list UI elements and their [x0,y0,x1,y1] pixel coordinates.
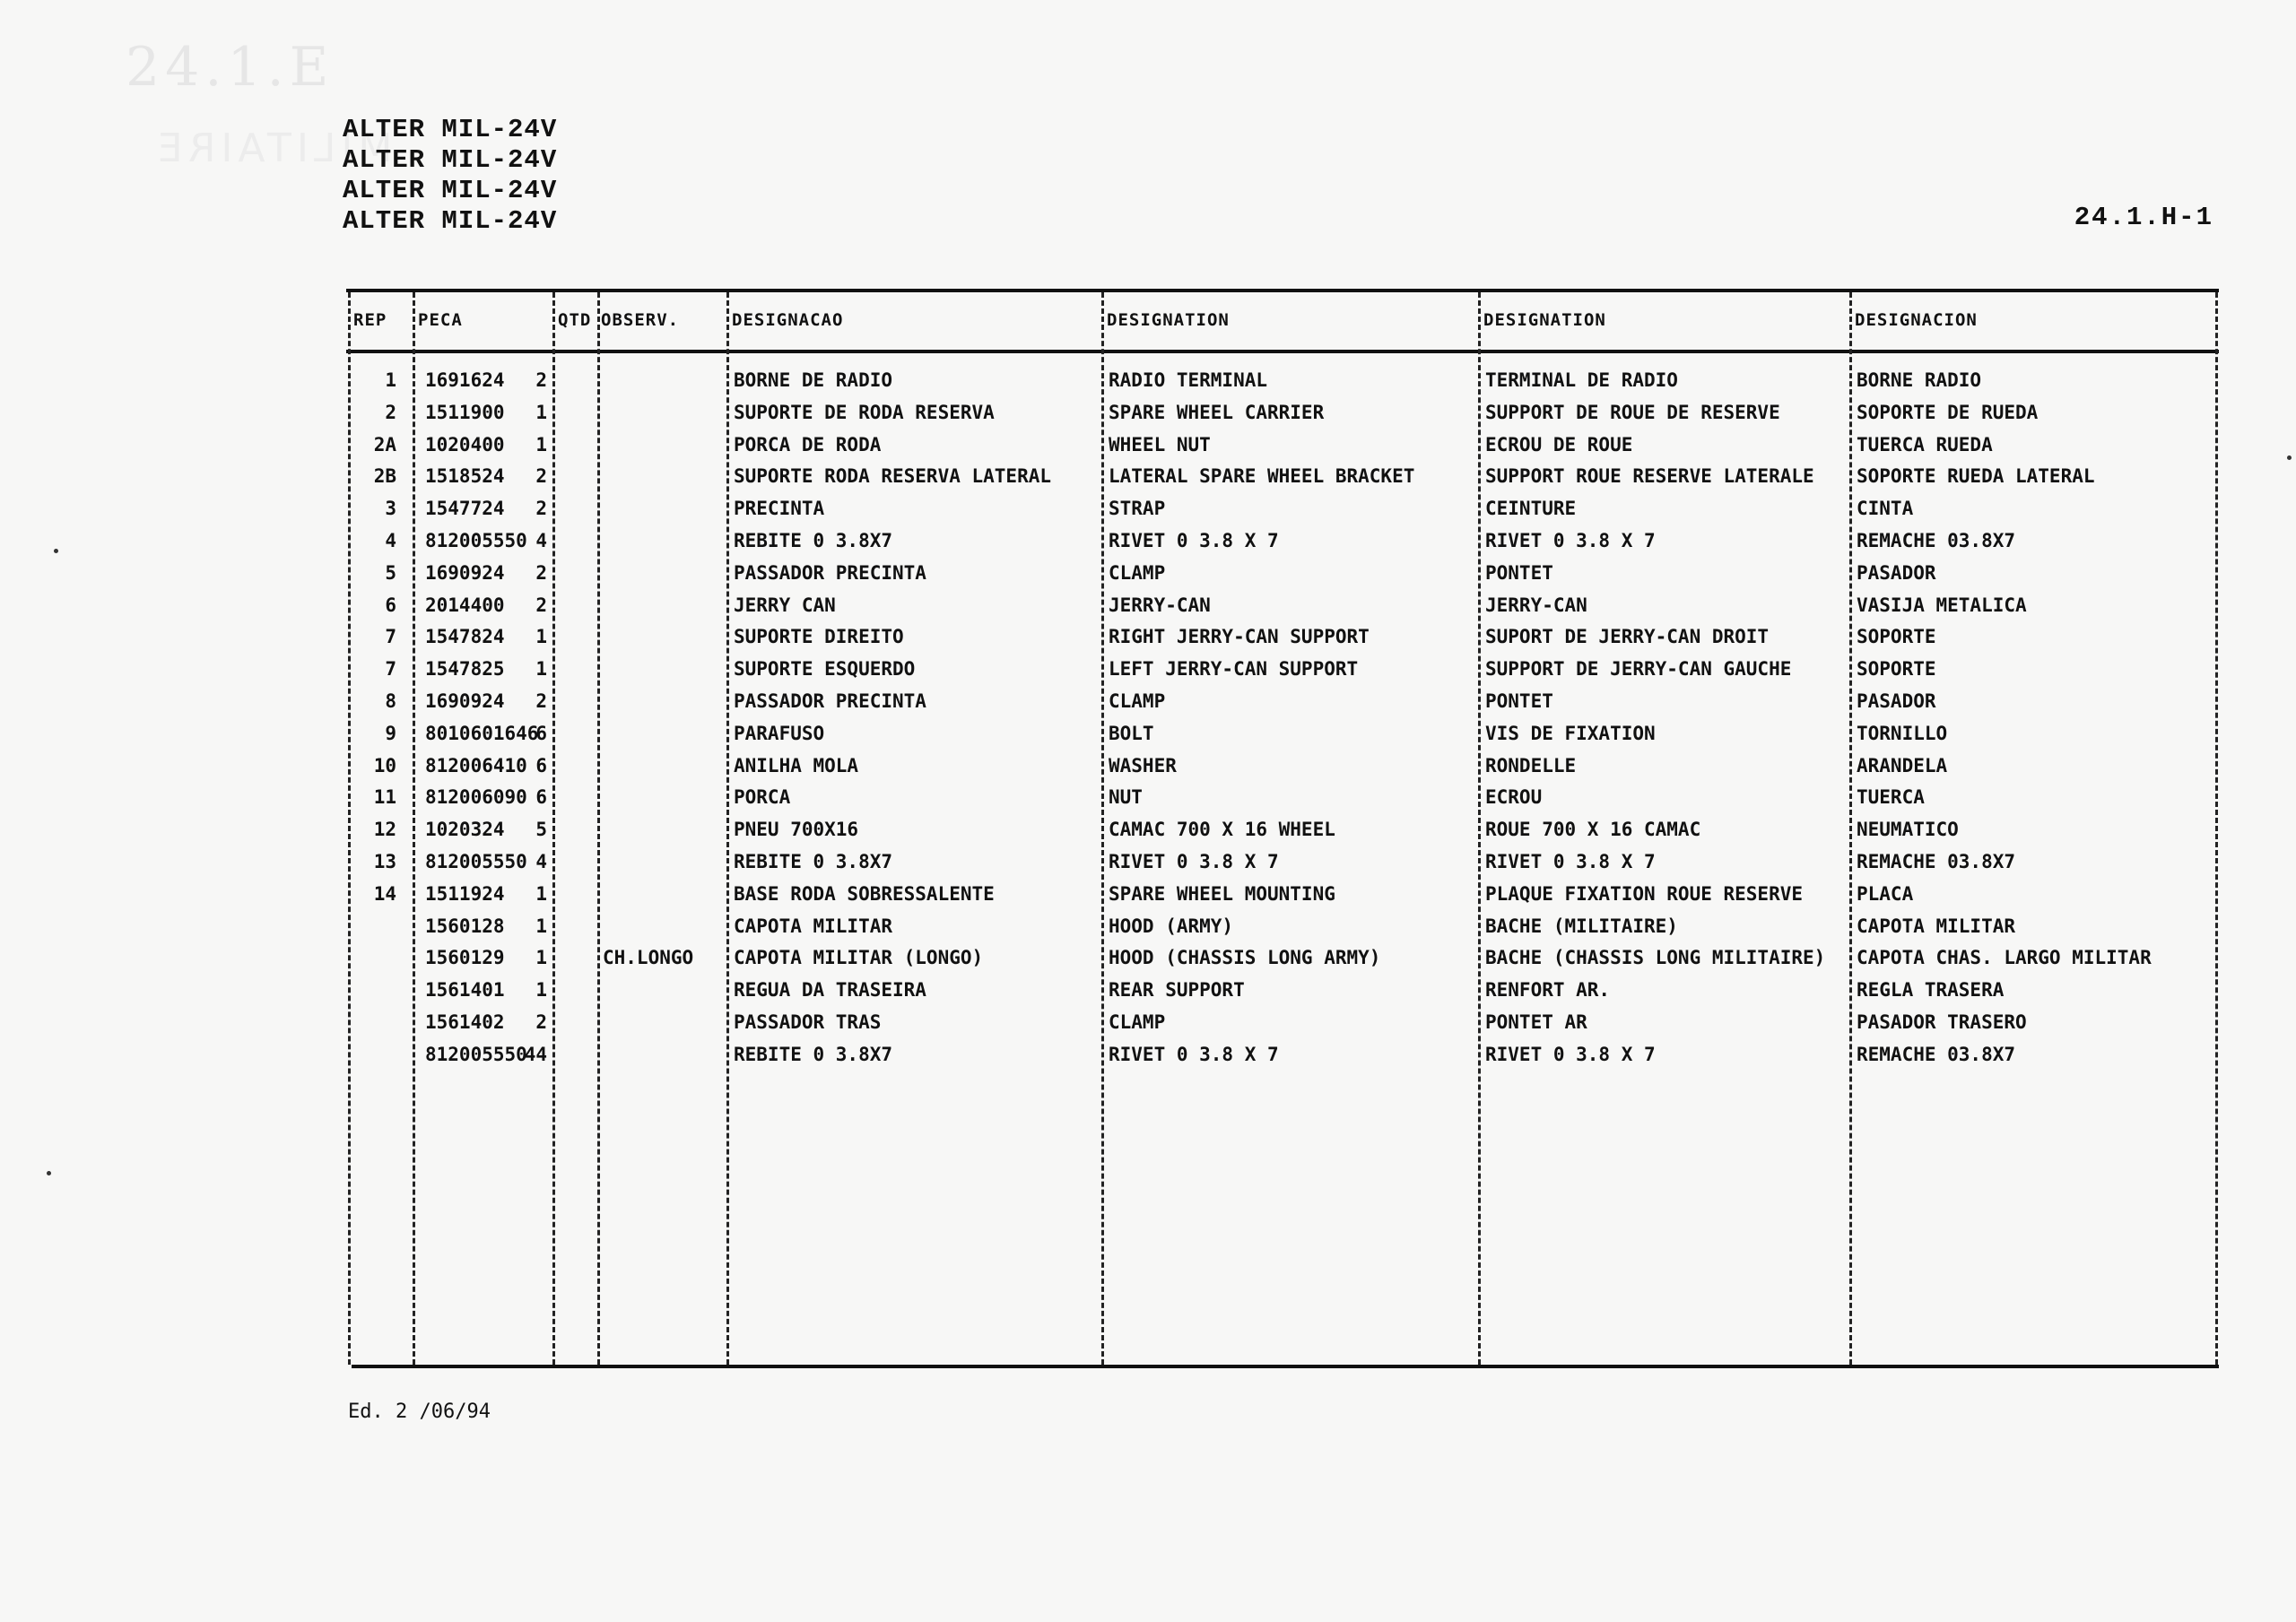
cell-rep: 6 [385,594,396,616]
cell-peca: 812005550 [425,851,527,872]
cell-designation-en: STRAP [1109,498,1166,520]
table-row [346,562,2219,594]
cell-designacion: REGLA TRASERA [1857,979,2005,1002]
cell-rep: 9 [385,722,396,744]
cell-designacao: PASSADOR PRECINTA [734,690,926,712]
cell-designation-fr: PLAQUE FIXATION ROUE RESERVE [1485,882,1804,905]
cell-peca: 2014400 [425,594,505,616]
cell-designation-fr: ECROU DE ROUE [1485,433,1633,455]
cell-qtd: 2 [535,690,547,712]
cell-designation-en: WHEEL NUT [1109,433,1211,455]
cell-designacao: REBITE 0 3.8X7 [734,1043,893,1065]
watermark-ghost-code: 24.1.E [126,36,335,99]
cell-qtd: 2 [535,465,547,488]
cell-rep: 7 [385,626,396,648]
cell-qtd: 2 [535,369,547,391]
cell-qtd: 2 [535,561,547,584]
column-header-observ: OBSERV. [601,310,680,330]
cell-designation-fr: RIVET 0 3.8 X 7 [1485,1043,1656,1065]
watermark-ghost-text: MILITAIRE [152,126,393,171]
table-row [346,786,2219,819]
cell-designation-fr: RENFORT AR. [1485,979,1611,1002]
cell-designacion: CAPOTA MILITAR [1857,915,2016,937]
cell-designation-en: NUT [1109,786,1143,809]
cell-designacao: BORNE DE RADIO [734,369,893,391]
cell-designacao: PRECINTA [734,498,825,520]
cell-designacao: REBITE 0 3.8X7 [734,530,893,551]
column-header-peca: PECA [418,310,463,330]
table-row [346,498,2219,530]
cell-designacao: PNEU 700X16 [734,819,859,841]
cell-designacao: PARAFUSO [734,722,825,744]
cell-designation-fr: PONTET [1485,561,1553,584]
cell-peca: 1691624 [425,369,505,391]
cell-designacao: PASSADOR TRAS [734,1011,882,1033]
table-row [346,947,2219,979]
cell-designacao: REGUA DA TRASEIRA [734,979,926,1002]
cell-designation-fr: SUPPORT DE ROUE DE RESERVE [1485,401,1780,423]
cell-designacion: VASIJA METALICA [1857,594,2027,616]
column-header-rep: REP [353,310,387,330]
cell-designacao: BASE RODA SOBRESSALENTE [734,882,995,905]
cell-designation-fr: ROUE 700 X 16 CAMAC [1485,819,1701,841]
scan-speck [47,1171,51,1175]
cell-designation-en: RADIO TERMINAL [1109,369,1268,391]
cell-qtd: 1 [535,882,547,905]
cell-rep: 1 [385,369,396,391]
table-row [346,915,2219,948]
cell-designacao: JERRY CAN [734,594,836,616]
cell-rep: 2B [373,465,396,488]
cell-designacao: SUPORTE ESQUERDO [734,658,916,681]
cell-designation-en: LEFT JERRY-CAN SUPPORT [1109,658,1359,681]
cell-qtd: 4 [535,530,547,551]
table-row [346,690,2219,723]
cell-rep: 14 [373,882,396,905]
cell-designation-en: SPARE WHEEL MOUNTING [1109,882,1335,905]
cell-qtd: 1 [535,433,547,455]
cell-designacion: REMACHE 03.8X7 [1857,530,2016,551]
cell-peca: 1547724 [425,498,505,520]
cell-peca: 1511924 [425,882,505,905]
cell-designacao: PASSADOR PRECINTA [734,561,926,584]
cell-qtd: 1 [535,401,547,423]
cell-peca: 1511900 [425,401,505,423]
cell-designacion: TUERCA [1857,786,1925,809]
cell-designation-en: BOLT [1109,722,1154,744]
cell-qtd: 5 [535,819,547,841]
cell-designation-fr: BACHE (MILITAIRE) [1485,915,1678,937]
cell-designation-en: JERRY-CAN [1109,594,1211,616]
cell-designation-en: REAR SUPPORT [1109,979,1245,1002]
cell-designacion: ARANDELA [1857,754,1948,776]
table-row [346,819,2219,851]
cell-designation-en: CLAMP [1109,690,1166,712]
table-row [346,402,2219,434]
cell-rep: 8 [385,690,396,712]
table-row [346,530,2219,562]
cell-designation-fr: CEINTURE [1485,498,1577,520]
cell-designacao: SUPORTE DIREITO [734,626,904,648]
column-header-designation-fr: DESIGNATION [1483,310,1606,330]
cell-designacao: CAPOTA MILITAR (LONGO) [734,947,984,969]
cell-designacion: PLACA [1857,882,1914,905]
header-line-1: ALTER MIL-24V [343,115,558,144]
table-row [346,979,2219,1011]
cell-rep: 10 [373,754,396,776]
cell-designation-fr: SUPPORT ROUE RESERVE LATERALE [1485,465,1814,488]
edition-date: Ed. 2 /06/94 [348,1401,491,1423]
cell-designacion: PASADOR [1857,690,1936,712]
cell-peca: 812005550 [425,1043,527,1065]
cell-observ: CH.LONGO [603,947,694,969]
cell-designation-en: CLAMP [1109,1011,1166,1033]
cell-qtd: 1 [535,915,547,937]
cell-peca: 812005550 [425,530,527,551]
cell-designacion: CINTA [1857,498,1914,520]
cell-designation-fr: SUPORT DE JERRY-CAN DROIT [1485,626,1770,648]
table-row [346,1011,2219,1044]
cell-designation-en: HOOD (ARMY) [1109,915,1234,937]
cell-designacao: REBITE 0 3.8X7 [734,851,893,872]
cell-peca: 1560129 [425,947,505,969]
cell-designation-fr: RIVET 0 3.8 X 7 [1485,851,1656,872]
cell-designacion: CAPOTA CHAS. LARGO MILITAR [1857,947,2152,969]
cell-designacion: TUERCA RUEDA [1857,433,1993,455]
cell-designacion: PASADOR TRASERO [1857,1011,2027,1033]
cell-designation-en: LATERAL SPARE WHEEL BRACKET [1109,465,1415,488]
cell-designation-fr: PONTET AR [1485,1011,1587,1033]
cell-qtd: 2 [535,594,547,616]
cell-rep: 5 [385,561,396,584]
column-header-qtd: QTD [558,310,592,330]
cell-designacion: TORNILLO [1857,722,1948,744]
header-line-2: ALTER MIL-24V [343,145,558,175]
cell-designation-fr: ECROU [1485,786,1543,809]
table-row [346,369,2219,402]
cell-peca: 1547825 [425,658,505,681]
cell-peca: 1560128 [425,915,505,937]
cell-rep: 4 [385,530,396,551]
cell-qtd: 6 [535,754,547,776]
cell-qtd: 4 [535,851,547,872]
scan-speck [54,549,58,553]
cell-peca: 1020324 [425,819,505,841]
table-row [346,434,2219,466]
cell-designation-en: RIGHT JERRY-CAN SUPPORT [1109,626,1370,648]
cell-designation-en: RIVET 0 3.8 X 7 [1109,1043,1279,1065]
cell-designation-fr: VIS DE FIXATION [1485,722,1656,744]
table-top-rule [346,289,2219,292]
cell-rep: 2 [385,401,396,423]
cell-rep: 2A [373,433,396,455]
cell-peca: 812006090 [425,786,527,809]
cell-designacao: ANILHA MOLA [734,754,859,776]
cell-qtd: 2 [535,1011,547,1033]
cell-rep: 13 [373,851,396,872]
cell-peca: 8010601646 [425,722,539,744]
cell-peca: 1690924 [425,690,505,712]
column-header-designation-en: DESIGNATION [1107,310,1230,330]
table-row [346,594,2219,627]
column-header-designacao: DESIGNACAO [732,310,844,330]
table-header-rule [346,350,2219,353]
cell-designation-en: CLAMP [1109,561,1166,584]
cell-designacion: NEUMATICO [1857,819,1959,841]
table-row [346,658,2219,690]
cell-designation-fr: SUPPORT DE JERRY-CAN GAUCHE [1485,658,1792,681]
cell-designacao: PORCA [734,786,791,809]
cell-rep: 3 [385,498,396,520]
cell-qtd: 1 [535,626,547,648]
table-row [346,723,2219,755]
document-header [343,115,557,237]
cell-designacao: SUPORTE RODA RESERVA LATERAL [734,465,1052,488]
scan-speck [2287,455,2292,460]
cell-designation-en: RIVET 0 3.8 X 7 [1109,530,1279,551]
cell-designacion: SOPORTE [1857,626,1936,648]
cell-peca: 1690924 [425,561,505,584]
cell-designation-en: WASHER [1109,754,1177,776]
table-row [346,626,2219,658]
cell-peca: 1561401 [425,979,505,1002]
cell-peca: 812006410 [425,754,527,776]
header-line-4: ALTER MIL-24V [343,206,558,236]
cell-peca: 1518524 [425,465,505,488]
cell-designation-en: CAMAC 700 X 16 WHEEL [1109,819,1335,841]
cell-designacao: CAPOTA MILITAR [734,915,893,937]
table-bottom-rule [352,1365,2219,1368]
cell-designacion: REMACHE 03.8X7 [1857,851,2016,872]
cell-rep: 12 [373,819,396,841]
column-header-designacion: DESIGNACION [1855,310,1978,330]
cell-peca: 1020400 [425,433,505,455]
cell-designation-fr: PONTET [1485,690,1553,712]
cell-designacion: BORNE RADIO [1857,369,1982,391]
parts-table [346,289,2219,1368]
cell-designacion: SOPORTE [1857,658,1936,681]
cell-designation-fr: TERMINAL DE RADIO [1485,369,1678,391]
cell-designacion: SOPORTE DE RUEDA [1857,401,2039,423]
cell-rep: 11 [373,786,396,809]
cell-designation-fr: RIVET 0 3.8 X 7 [1485,530,1656,551]
cell-qtd: 1 [535,658,547,681]
cell-designacion: REMACHE 03.8X7 [1857,1043,2016,1065]
cell-qtd: 44 [524,1043,547,1065]
page-code: 24.1.H-1 [2074,203,2213,232]
cell-qtd: 6 [535,786,547,809]
cell-designacao: SUPORTE DE RODA RESERVA [734,401,995,423]
cell-qtd: 2 [535,498,547,520]
table-row [346,1044,2219,1076]
table-row [346,465,2219,498]
cell-peca: 1547824 [425,626,505,648]
table-row [346,851,2219,883]
cell-designacao: PORCA DE RODA [734,433,882,455]
cell-designation-fr: RONDELLE [1485,754,1577,776]
cell-qtd: 1 [535,947,547,969]
cell-designacion: SOPORTE RUEDA LATERAL [1857,465,2095,488]
cell-qtd: 6 [535,722,547,744]
cell-designation-fr: JERRY-CAN [1485,594,1587,616]
cell-qtd: 1 [535,979,547,1002]
table-row [346,883,2219,915]
cell-designacion: PASADOR [1857,561,1936,584]
cell-designation-en: RIVET 0 3.8 X 7 [1109,851,1279,872]
cell-designation-en: SPARE WHEEL CARRIER [1109,401,1325,423]
header-line-3: ALTER MIL-24V [343,176,558,205]
cell-rep: 7 [385,658,396,681]
cell-peca: 1561402 [425,1011,505,1033]
cell-designation-fr: BACHE (CHASSIS LONG MILITAIRE) [1485,947,1826,969]
cell-designation-en: HOOD (CHASSIS LONG ARMY) [1109,947,1381,969]
table-row [346,755,2219,787]
